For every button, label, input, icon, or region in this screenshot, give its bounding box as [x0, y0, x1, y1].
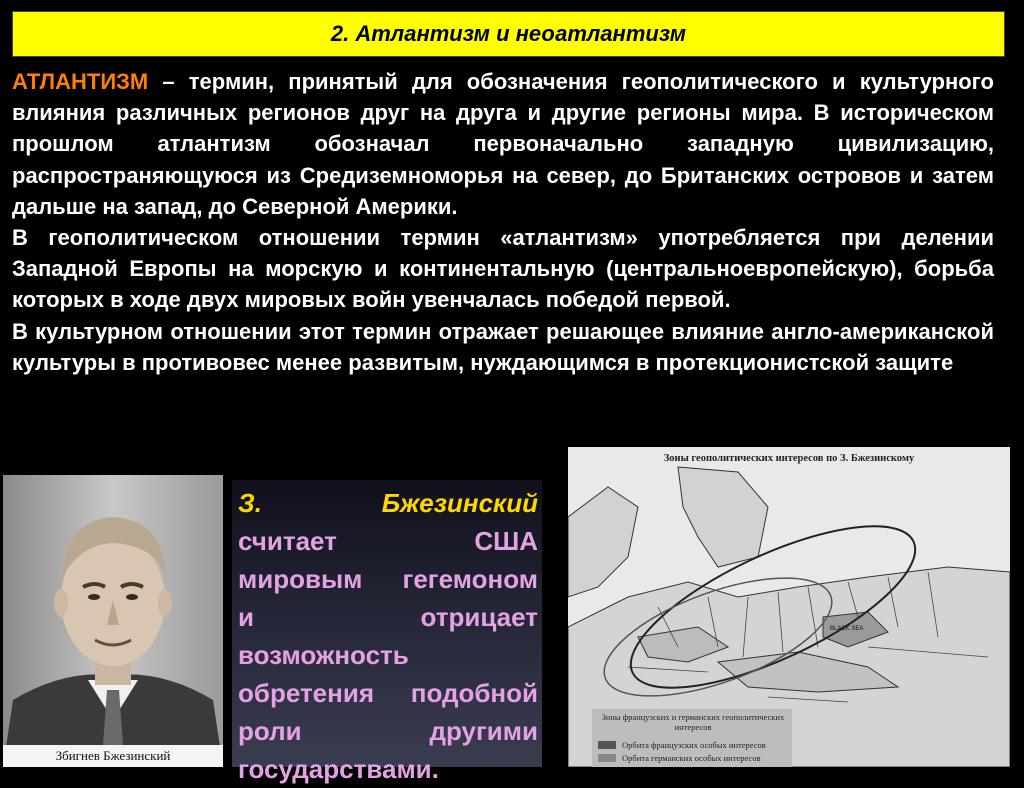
brz-word: гегемоном: [402, 564, 538, 594]
brz-word: государствами.: [238, 754, 439, 784]
brzezinski-portrait: [3, 475, 223, 767]
map-legend: [592, 709, 792, 767]
portrait-photo: [3, 475, 223, 767]
slide-title: 2. Атлантизм и неоатлантизм: [330, 21, 687, 46]
main-text: [12, 66, 994, 378]
brz-word: мировым: [238, 564, 363, 594]
legend-row-german: [598, 753, 760, 763]
brz-word: роли: [238, 716, 302, 746]
brz-word: отрицает: [420, 602, 538, 632]
brz-line-4: [238, 636, 538, 674]
brz-word: считает: [238, 526, 337, 556]
brz-word: обретения: [238, 678, 374, 708]
definition-text: – термин, принятый для обозначения геополитического и культурного влияния различных регионов друг на друга и другие регионы мира. В историческом прошлом атлантизм обозначал первоначально западную цивилизацию, распространяющуюся из Средиземноморья на север, до Британских островов и затем дальше на запад, до Северной Америки.: [12, 69, 994, 219]
brzezinski-panel: [232, 480, 542, 784]
geopolitical-map: [568, 447, 1010, 767]
brz-word: подобной: [410, 678, 538, 708]
brz-line-1: [238, 522, 538, 560]
slide-title-bar: [12, 11, 1005, 57]
brz-line-2: [238, 560, 538, 598]
legend-swatch: [598, 754, 616, 762]
legend-swatch: [598, 741, 616, 749]
legend-row-french: [598, 740, 766, 750]
legend-title: Зоны французских и германских геополитических интересов: [601, 712, 785, 732]
black-sea-label: BLACK SEA: [830, 626, 864, 632]
name-initial: З.: [238, 488, 262, 518]
paragraph-definition: [12, 66, 994, 222]
brz-word: другими: [429, 716, 538, 746]
brzezinski-text: [238, 484, 538, 788]
legend-label: Орбита германских особых интересов: [622, 753, 761, 763]
brz-word: возможность: [238, 640, 409, 670]
brz-line-6: [238, 712, 538, 750]
name-surname: Бжезинский: [381, 488, 538, 518]
portrait-caption: Збигнев Бжезинский: [3, 745, 223, 767]
legend-label: Орбита французских особых интересов: [622, 740, 766, 750]
brz-line-3: [238, 598, 538, 636]
brz-word: и: [238, 602, 254, 632]
brz-line-5: [238, 674, 538, 712]
paragraph-cultural: В культурном отношении этот термин отражает решающее влияние англо-американской культуры в противовес менее развитым, нуждающимся в протекционистской защите: [12, 318, 994, 375]
brz-word: США: [474, 526, 538, 556]
paragraph-geopolitical: В геополитическом отношении термин «атлантизм» употребляется при делении Западной Европы на морскую и континентальную (центральноевропейскую), борьба которых в ходе двух мировых войн увенчалась победой первой.: [12, 225, 994, 313]
term-atlantism: АТЛАНТИЗМ: [12, 69, 149, 94]
brzezinski-name: [238, 484, 538, 522]
map-title: Зоны геополитических интересов по З. Бжезинскому: [663, 453, 915, 464]
brz-line-7: [238, 750, 538, 788]
